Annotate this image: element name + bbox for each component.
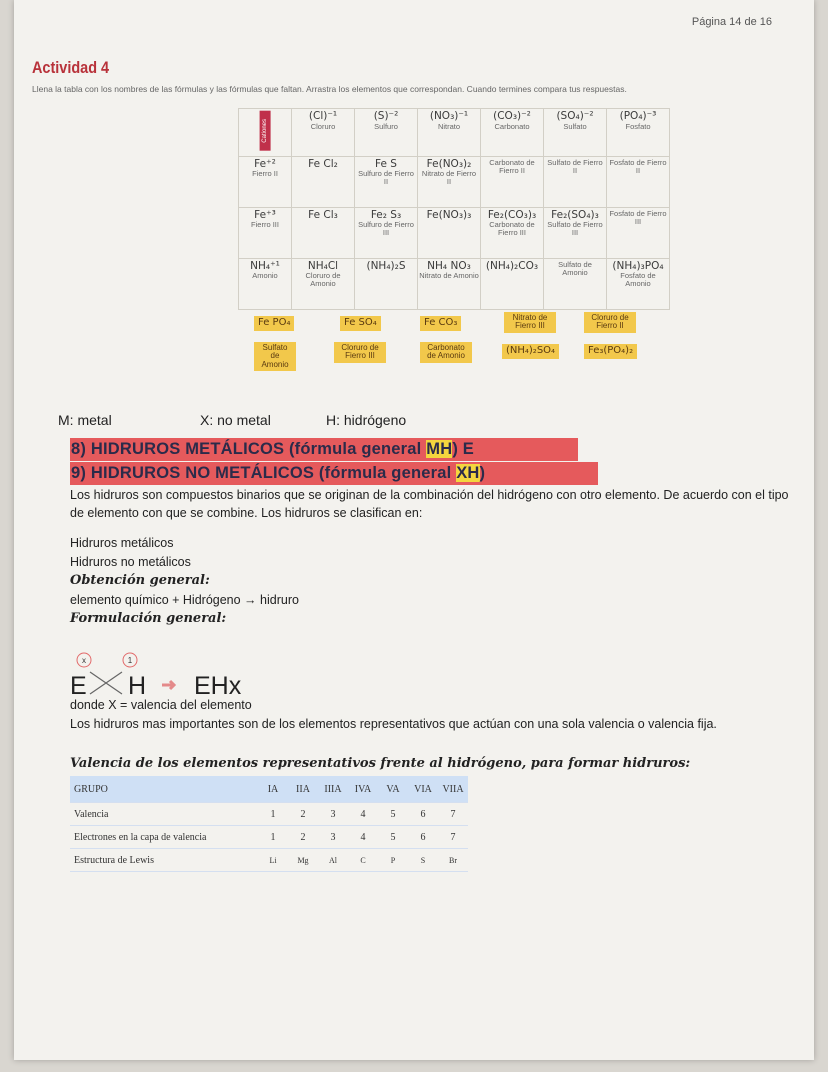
drop-cell[interactable]: Fe(NO₃)₂ Nitrato de Fierro II [418, 156, 481, 207]
drop-cell[interactable]: Fe(NO₃)₃ [418, 207, 481, 258]
drop-cell[interactable]: (NH₄)₂CO₃ [481, 258, 544, 309]
table-cell: 3 [318, 826, 348, 849]
drag-tile[interactable]: Fe PO₄ [254, 316, 294, 331]
row-label: Estructura de Lewis [70, 849, 258, 872]
valence-table [70, 776, 468, 872]
drag-tile[interactable]: Carbonato de Amonio [420, 342, 472, 363]
drag-tile[interactable]: Cloruro de Fierro III [334, 342, 386, 363]
drop-cell[interactable]: Sulfato de Fierro II [544, 156, 607, 207]
hydride-type-metal: Hidruros metálicos [70, 536, 174, 550]
cation-cell: NH₄⁺¹ Amonio [239, 258, 292, 309]
hydride-type-nonmetal: Hidruros no metálicos [70, 555, 191, 569]
table-cell: 6 [408, 803, 438, 826]
importantes-text: Los hidruros mas importantes son de los elementos representativos que actúan con una sola valencia o valencia fija. [70, 717, 717, 731]
donde-text: donde X = valencia del elemento [70, 698, 252, 712]
lewis-cell: Al [318, 849, 348, 872]
table-cell: 3 [318, 803, 348, 826]
table-cell: 7 [438, 826, 468, 849]
anion-header: (PO₄)⁻³ Fosfato [607, 109, 670, 157]
drag-tile[interactable]: Nitrato de Fierro III [504, 312, 556, 333]
drop-cell[interactable]: Carbonato de Fierro II [481, 156, 544, 207]
legend-nonmetal: X: no metal [200, 412, 271, 428]
table-cell: 4 [348, 826, 378, 849]
activity-instructions: Llena la tabla con los nombres de las fórmulas y las fórmulas que faltan. Arrastra los elementos que correspondan. Cuando termines compara tus respuestas. [32, 84, 627, 94]
anion-header: (Cl)⁻¹ Cloruro [292, 109, 355, 157]
cation-cell: Fe⁺³ Fierro III [239, 207, 292, 258]
drop-cell[interactable]: Sulfato de Amonio [544, 258, 607, 309]
valence-header-label: GRUPO [70, 776, 258, 803]
valence-title: Valencia de los elementos representativos frente al hidrógeno, para formar hidruros: [70, 756, 691, 771]
drag-tile[interactable]: Fe SO₄ [340, 316, 381, 331]
arrow-icon [162, 681, 174, 689]
group-header: IVA [348, 776, 378, 803]
legend-hydrogen: H: hidrógeno [326, 412, 407, 428]
table-cell: 2 [288, 803, 318, 826]
drop-cell[interactable]: Fosfato de Fierro II [607, 156, 670, 207]
intro-paragraph: Los hidruros son compuestos binarios que se originan de la combinación del hidrógeno con otro elemento. De acuerdo con el tipo de elemento con que se combine. Los hidruros se clasifican en: [70, 488, 789, 520]
group-header: IA [258, 776, 288, 803]
heading-nonmetal-hydrides: 9) HIDRUROS NO METÁLICOS (fórmula general XH) [71, 464, 486, 482]
document-page [14, 0, 814, 1060]
formula-diagram [70, 650, 330, 700]
lewis-cell: P [378, 849, 408, 872]
row-label: Electrones en la capa de valencia [70, 826, 258, 849]
table-cell: 1 [258, 803, 288, 826]
grid-corner [239, 109, 292, 157]
valence-one: 1 [127, 656, 133, 665]
table-cell: 4 [348, 803, 378, 826]
drop-cell[interactable]: Fe S Sulfuro de Fierro II [355, 156, 418, 207]
lewis-cell: C [348, 849, 378, 872]
heading-metal-hydrides: 8) HIDRUROS METÁLICOS (fórmula general MH) E [71, 440, 475, 458]
drag-tile[interactable]: Sulfato de Amonio [254, 342, 296, 371]
obtencion-title: Obtención general: [70, 573, 210, 588]
table-cell: 5 [378, 826, 408, 849]
activity-title: Actividad 4 [32, 58, 110, 77]
cation-tab: Cationes [260, 111, 271, 151]
anion-header: (CO₃)⁻² Carbonato [481, 109, 544, 157]
drag-tile[interactable]: Fe₃(PO₄)₂ [584, 344, 637, 359]
table-cell: 1 [258, 826, 288, 849]
formula-result: EHx [194, 672, 242, 700]
legend-metal: M: metal [58, 412, 112, 428]
lewis-cell: Li [258, 849, 288, 872]
drop-cell[interactable]: Fe₂ S₃ Sulfuro de Fierro III [355, 207, 418, 258]
group-header: VA [378, 776, 408, 803]
page-number: Página 14 de 16 [691, 16, 772, 28]
lewis-cell: Br [438, 849, 468, 872]
row-label: Valencia [70, 803, 258, 826]
table-cell: 6 [408, 826, 438, 849]
drop-cell[interactable]: NH₄ NO₃ Nitrato de Amonio [418, 258, 481, 309]
anion-header: (S)⁻² Sulfuro [355, 109, 418, 157]
drop-cell[interactable]: Fe Cl₃ [292, 207, 355, 258]
formulacion-title: Formulación general: [70, 611, 227, 626]
formula-element: E [70, 672, 87, 700]
cation-cell: Fe⁺² Fierro II [239, 156, 292, 207]
drag-tile[interactable]: (NH₄)₂SO₄ [502, 344, 559, 359]
lewis-cell: Mg [288, 849, 318, 872]
drop-cell[interactable]: Fe Cl₂ [292, 156, 355, 207]
group-header: VIA [408, 776, 438, 803]
formula-hydrogen: H [128, 672, 147, 700]
drop-cell[interactable]: Fe₂(CO₃)₃ Carbonato de Fierro III [481, 207, 544, 258]
drop-cell[interactable]: Fosfato de Fierro III [607, 207, 670, 258]
table-cell: 5 [378, 803, 408, 826]
obtencion-equation: elemento químico + Hidrógeno → hidruro [70, 593, 299, 607]
valence-x: x [82, 656, 86, 665]
drop-cell[interactable]: (NH₄)₃PO₄ Fosfato de Amonio [607, 258, 670, 309]
lewis-cell: S [408, 849, 438, 872]
drag-tile[interactable]: Fe CO₃ [420, 316, 461, 331]
group-header: IIIA [318, 776, 348, 803]
drop-cell[interactable]: (NH₄)₂S [355, 258, 418, 309]
drop-cell[interactable]: Fe₂(SO₄)₃ Sulfato de Fierro III [544, 207, 607, 258]
anion-header: (NO₃)⁻¹ Nitrato [418, 109, 481, 157]
table-cell: 7 [438, 803, 468, 826]
chemistry-grid [238, 108, 670, 310]
table-cell: 2 [288, 826, 318, 849]
drag-tile[interactable]: Cloruro de Fierro II [584, 312, 636, 333]
anion-header: (SO₄)⁻² Sulfato [544, 109, 607, 157]
cross-icon [90, 672, 122, 694]
drop-cell[interactable]: NH₄Cl Cloruro de Amonio [292, 258, 355, 309]
group-header: IIA [288, 776, 318, 803]
group-header: VIIA [438, 776, 468, 803]
